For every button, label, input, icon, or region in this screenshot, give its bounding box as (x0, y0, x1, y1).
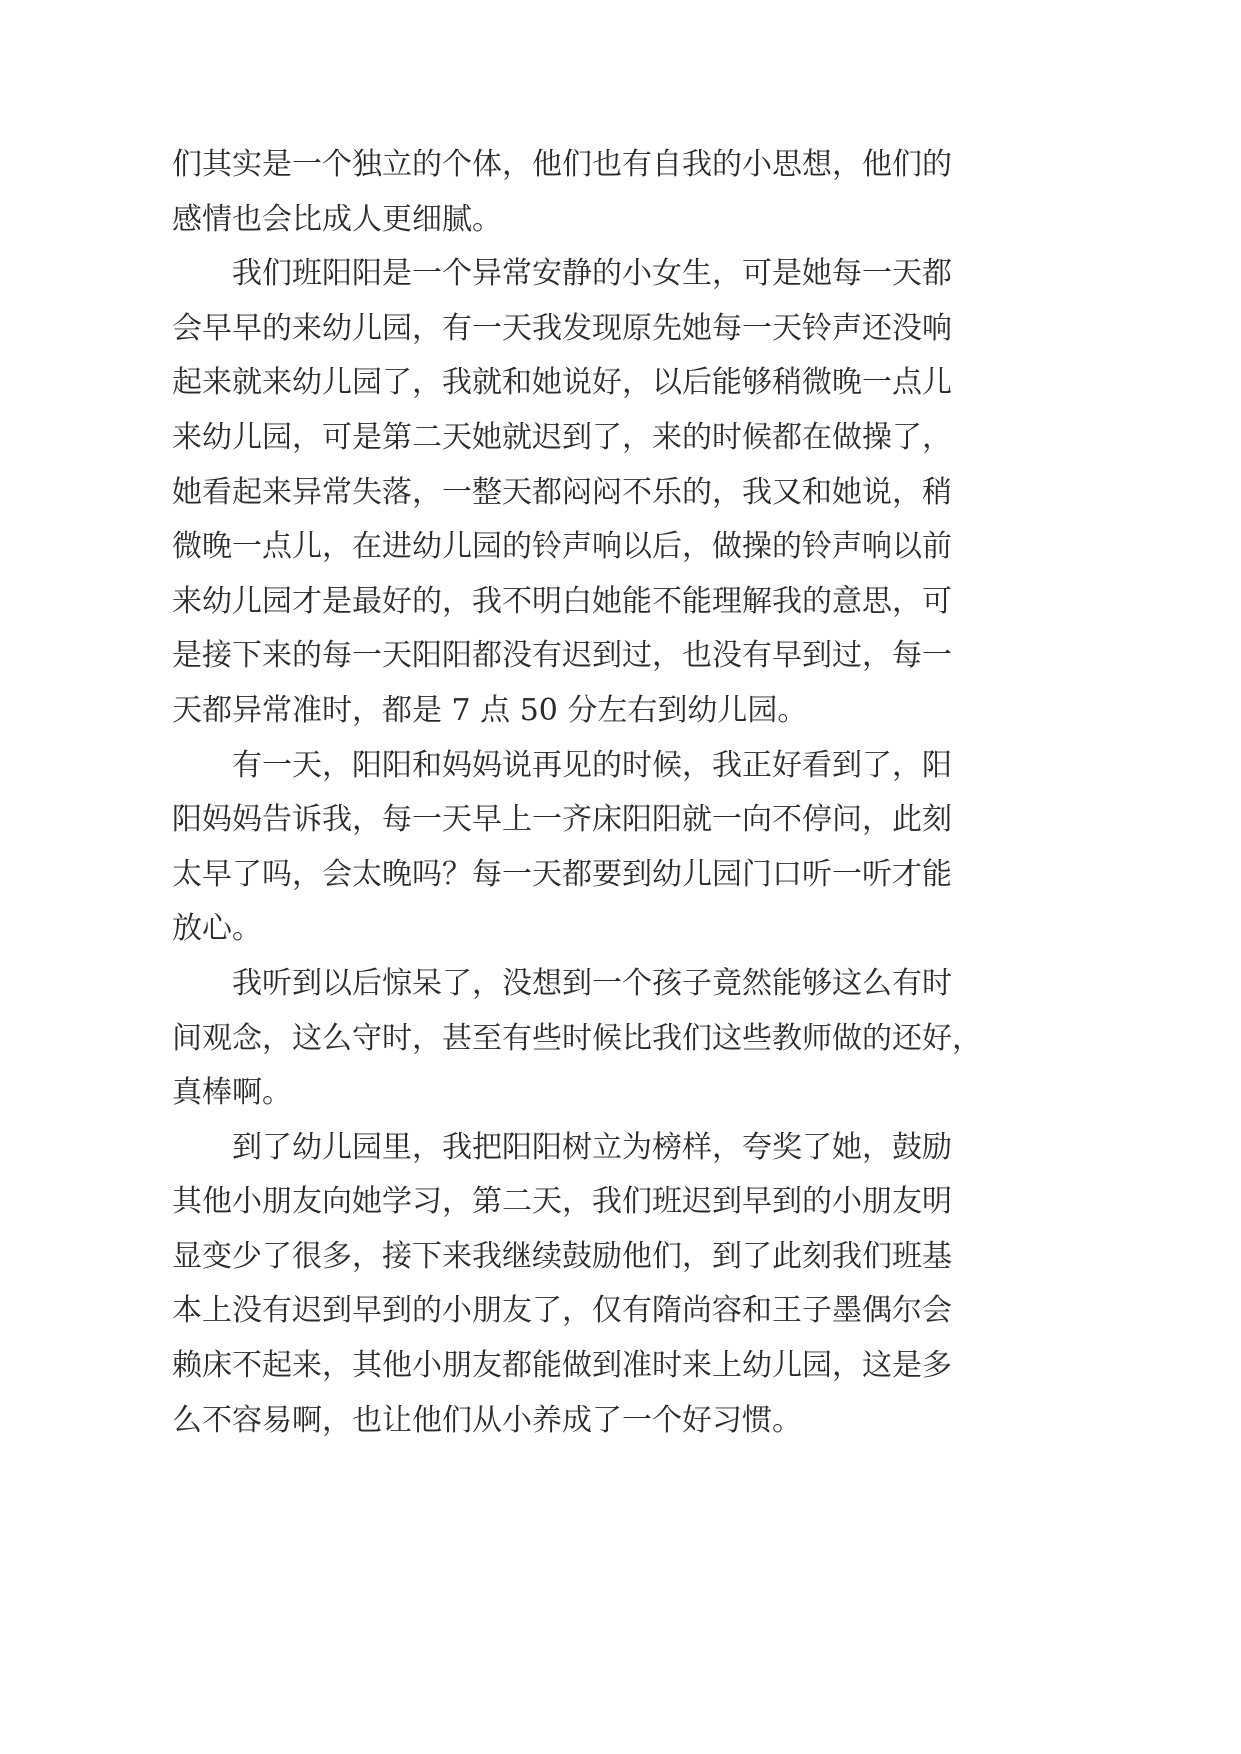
text-line: 微晚一点儿，在进幼儿园的铃声响以后，做操的铃声响以前 (172, 529, 952, 565)
text-line: 赖床不起来，其他小朋友都能做到准时来上幼儿园，这是多 (172, 1348, 952, 1384)
document-body (172, 138, 982, 1448)
text-line: 其他小朋友向她学习，第二天，我们班迟到早到的小朋友明 (172, 1184, 952, 1220)
text-line: 么不容易啊，也让他们从小养成了一个好习惯。 (172, 1402, 802, 1438)
text-line: 来幼儿园，可是第二天她就迟到了，来的时候都在做操了， (172, 419, 952, 455)
text-line: 起来就来幼儿园了，我就和她说好，以后能够稍微晚一点儿 (172, 365, 952, 401)
text-line: 我听到以后惊呆了，没想到一个孩子竟然能够这么有时 (232, 965, 952, 1001)
text-line: 是接下来的每一天阳阳都没有迟到过，也没有早到过，每一 (172, 638, 952, 674)
text-line: 来幼儿园才是最好的，我不明白她能不能理解我的意思，可 (172, 583, 952, 619)
text-line: 显变少了很多，接下来我继续鼓励他们，到了此刻我们班基 (172, 1238, 952, 1274)
text-line: 她看起来异常失落，一整天都闷闷不乐的，我又和她说，稍 (172, 474, 952, 510)
paragraph-1 (172, 138, 952, 247)
text-line: 本上没有迟到早到的小朋友了，仅有隋尚容和王子墨偶尔会 (172, 1293, 952, 1329)
text-line: 有一天，阳阳和妈妈说再见的时候，我正好看到了，阳 (232, 747, 952, 783)
text-line: 阳妈妈告诉我，每一天早上一齐床阳阳就一向不停问，此刻 (172, 802, 952, 838)
paragraph-4 (172, 957, 982, 1121)
text-line: 感情也会比成人更细腻。 (172, 201, 502, 237)
text-line: 到了幼儿园里，我把阳阳树立为榜样，夸奖了她，鼓励 (232, 1129, 952, 1165)
paragraph-3 (172, 739, 952, 957)
text-line: 真棒啊。 (172, 1075, 292, 1111)
text-line: 我们班阳阳是一个异常安静的小女生，可是她每一天都 (232, 256, 952, 292)
text-line: 放心。 (172, 911, 262, 947)
text-line: 间观念，这么守时，甚至有些时候比我们这些教师做的还好， (172, 1020, 982, 1056)
text-line: 天都异常准时，都是 7 点 50 分左右到幼儿园。 (172, 692, 808, 728)
text-line: 们其实是一个独立的个体，他们也有自我的小思想，他们的 (172, 147, 952, 182)
text-line: 会早早的来幼儿园，有一天我发现原先她每一天铃声还没响 (172, 310, 952, 346)
paragraph-2 (172, 247, 952, 738)
paragraph-5 (172, 1121, 952, 1449)
text-line: 太早了吗，会太晚吗？每一天都要到幼儿园门口听一听才能 (172, 856, 952, 892)
